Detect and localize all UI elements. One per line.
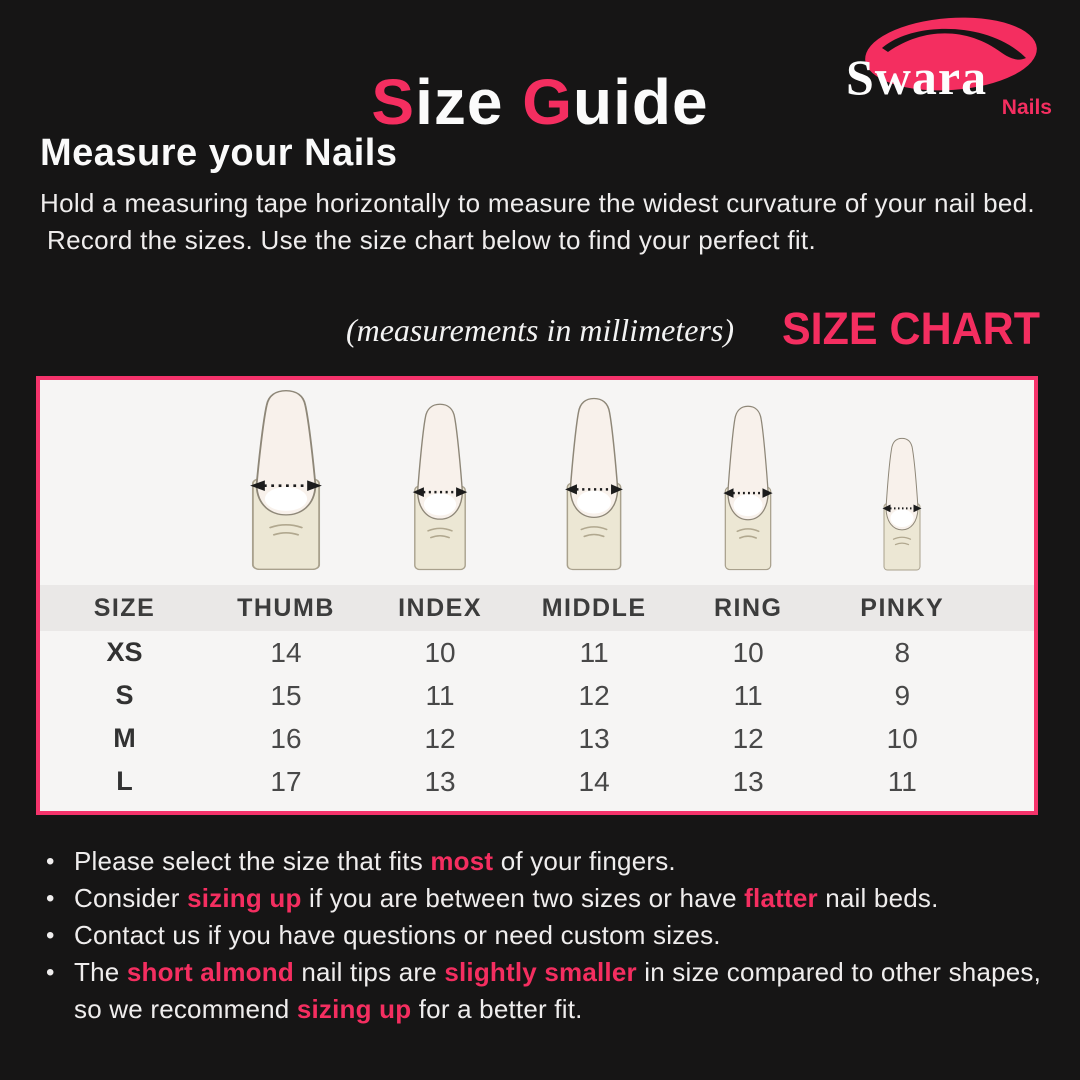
- size-value: 11: [733, 679, 763, 711]
- size-row-m: [40, 717, 1034, 760]
- size-value: 10: [732, 636, 764, 668]
- col-header-finger: PINKY: [860, 593, 945, 622]
- size-value: 10: [886, 722, 918, 754]
- note-item: [44, 843, 1054, 880]
- notes-list: [44, 843, 1054, 1028]
- text-run: Please select the size that fits: [74, 846, 431, 876]
- chart-head-row: [0, 304, 1080, 358]
- size-value: 12: [578, 679, 610, 711]
- size-label: XS: [106, 637, 143, 667]
- measure-section: [40, 132, 1056, 259]
- size-row-xs: [40, 631, 1034, 674]
- size-value: 14: [270, 636, 302, 668]
- brand-logo: [846, 14, 1056, 120]
- measure-instructions-line2: Record the sizes. Use the size chart below to find your perfect fit.: [47, 225, 816, 255]
- note-item: [44, 880, 1054, 917]
- size-table: [40, 585, 1034, 803]
- filler-cell: [979, 674, 1034, 717]
- size-value: 10: [424, 636, 456, 668]
- size-table-header-row: [40, 585, 1034, 631]
- text-run: Consider: [74, 883, 188, 913]
- brand-subtitle: Nails: [1001, 96, 1052, 119]
- size-value: 13: [732, 765, 764, 797]
- col-header-filler: [979, 585, 1034, 631]
- size-row-s: [40, 674, 1034, 717]
- size-value: 11: [425, 679, 455, 711]
- measure-heading: Measure your Nails: [40, 132, 398, 174]
- text-run: Contact us if you have questions or need custom sizes.: [74, 920, 721, 950]
- text-run: in size compared to other shapes,: [636, 957, 1042, 987]
- size-value: 13: [424, 765, 456, 797]
- size-value: 11: [887, 765, 917, 797]
- text-run: so we recommend: [74, 994, 297, 1024]
- size-label: L: [116, 766, 133, 796]
- ring-nail-illustration: [717, 402, 780, 572]
- measurement-unit-note: (measurements in millimeters): [345, 312, 735, 348]
- filler-cell: [979, 717, 1034, 760]
- text-run: of your fingers.: [493, 846, 676, 876]
- thumb-nail-illustration: [240, 386, 332, 572]
- text-run: nail tips are: [293, 957, 445, 987]
- col-header-finger: RING: [713, 593, 783, 622]
- bullet-icon: •: [46, 848, 55, 875]
- size-value: 15: [270, 679, 302, 711]
- col-header-finger: INDEX: [398, 593, 483, 622]
- size-value: 13: [578, 722, 610, 754]
- size-value: 11: [579, 636, 609, 668]
- text-run: nail beds.: [817, 883, 939, 913]
- highlight-text: flatter: [744, 883, 818, 913]
- filler-cell: [979, 760, 1034, 803]
- size-chart-label: SIZE CHART: [782, 304, 1040, 355]
- col-header-size: SIZE: [93, 593, 156, 622]
- col-header-finger: MIDDLE: [541, 593, 647, 622]
- size-value: 8: [894, 636, 911, 668]
- highlight-text: sizing up: [187, 883, 302, 913]
- size-table-body: [40, 631, 1034, 803]
- nail-illustrations: [40, 380, 1034, 585]
- bullet-icon: •: [46, 959, 55, 986]
- highlight-text: G: [522, 65, 574, 138]
- bullet-icon: •: [46, 885, 55, 912]
- size-value: 12: [424, 722, 456, 754]
- middle-nail-illustration: [557, 394, 631, 572]
- text-run: The: [74, 957, 127, 987]
- text-run: if you are between two sizes or have: [301, 883, 745, 913]
- highlight-text: slightly smaller: [444, 957, 637, 987]
- filler-cell: [979, 631, 1034, 674]
- note-item: [44, 917, 1054, 954]
- brand-name: Swara: [846, 49, 988, 105]
- size-value: 9: [894, 679, 911, 711]
- pinky-nail-illustration: [877, 435, 927, 572]
- note-text: [74, 846, 676, 876]
- text-run: uide: [573, 65, 709, 138]
- measure-instructions-line1: Hold a measuring tape horizontally to measure the widest curvature of your nail bed.: [40, 188, 1035, 218]
- size-row-l: [40, 760, 1034, 803]
- index-nail-illustration: [405, 400, 475, 572]
- highlight-text: sizing up: [296, 994, 412, 1024]
- size-value: 12: [732, 722, 764, 754]
- bullet-icon: •: [46, 922, 55, 949]
- size-chart-box: [36, 376, 1038, 815]
- size-value: 17: [270, 765, 302, 797]
- note-text: [74, 920, 721, 950]
- size-label: M: [113, 723, 136, 753]
- note-text: [74, 883, 939, 913]
- size-label: S: [115, 680, 134, 710]
- highlight-text: short almond: [126, 957, 294, 987]
- note-text: [74, 957, 1041, 1024]
- highlight-text: S: [371, 65, 416, 138]
- text-run: for a better fit.: [411, 994, 583, 1024]
- text-run: ize: [415, 65, 523, 138]
- note-item: [44, 954, 1054, 1028]
- highlight-text: most: [430, 846, 494, 876]
- size-value: 14: [578, 765, 610, 797]
- size-value: 16: [270, 722, 302, 754]
- col-header-finger: THUMB: [237, 593, 335, 622]
